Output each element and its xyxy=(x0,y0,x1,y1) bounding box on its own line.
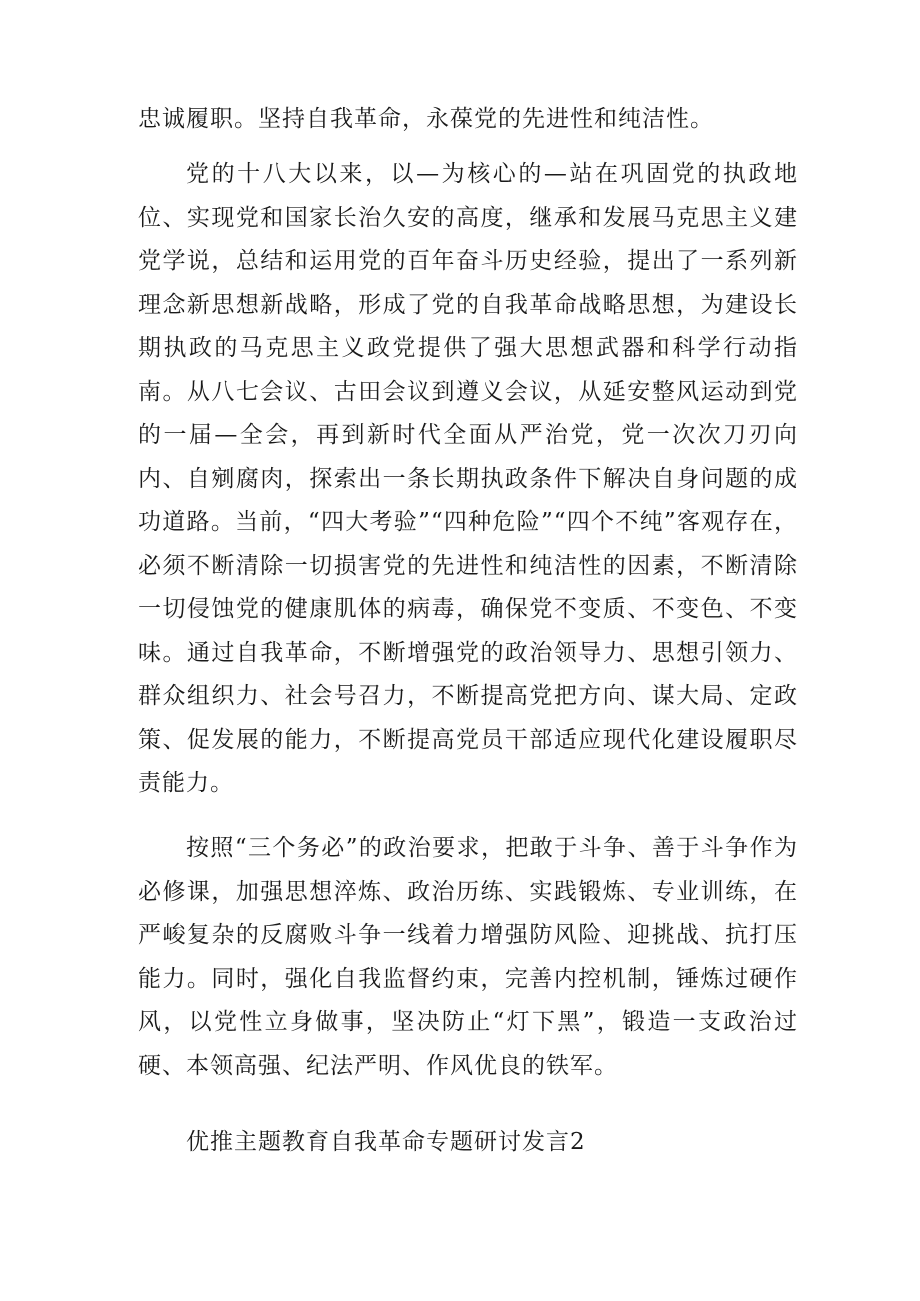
section-heading: 优推主题教育自我革命专题研讨发言2 xyxy=(186,1129,586,1155)
paragraph-three-musts: 按照“三个务必”的政治要求，把敢于斗争、善于斗争作为必修课，加强思想淬炼、政治历练、实践锻炼、专业训练，在严峻复杂的反腐败斗争一线着力增强防风险、迎挑战、抗打压能力。同时，强化自我监督约束，完善内控机制，锤炼过硬作风，以党性立身做事，坚决防止“灯下黑”，锻造一支政治过硬、本领高强、纪法严明、作风优良的铁军。 xyxy=(138,835,798,1079)
paragraph-continuation: 忠诚履职。坚持自我革命，永葆党的先进性和纯洁性。 xyxy=(138,106,714,132)
paragraph-self-revolution-history: 党的十八大以来，以—为核心的—站在巩固党的执政地位、实现党和国家长治久安的高度，继承和发展马克思主义建党学说，总结和运用党的百年奋斗历史经验，提出了一系列新理念新思想新战略，形成了党的自我革命战略思想，为建设长期执政的马克思主义政党提供了强大思想武器和科学行动指南。从八七会议、古田会议到遵义会议，从延安整风运动到党的一届—全会，再到新时代全面从严治党，党一次次刀刃向内、自剜腐肉，探索出一条长期执政条件下解决自身问题的成功道路。当前，“四大考验”“四种危险”“四个不纯”客观存在，必须不断清除一切损害党的先进性和纯洁性的因素，不断清除一切侵蚀党的健康肌体的病毒，确保党不变质、不变色、不变味。通过自我革命，不断增强党的政治领导力、思想引领力、群众组织力、社会号召力，不断提高党把方向、谋大局、定政策、促发展的能力，不断提高党员干部适应现代化建设履职尽责能力。 xyxy=(138,161,798,796)
